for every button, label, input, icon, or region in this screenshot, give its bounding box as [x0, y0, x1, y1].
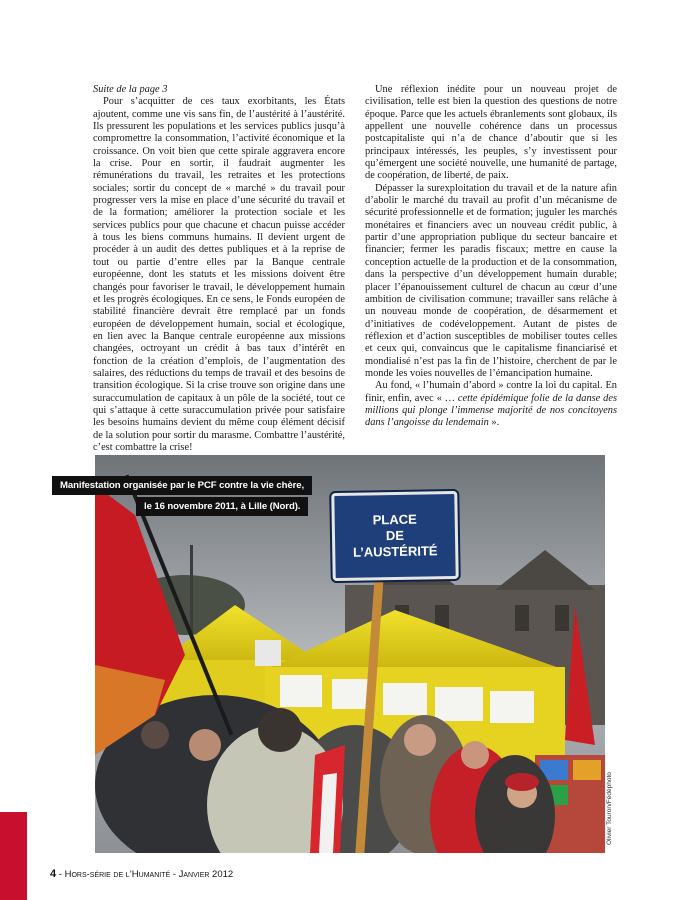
article-left-column — [93, 84, 345, 454]
page-footer — [50, 868, 233, 880]
page-number: 4 — [50, 868, 57, 880]
article-final-paragraph — [365, 380, 617, 429]
austerity-street-sign — [331, 491, 459, 581]
article-right-column — [365, 84, 617, 430]
article-paragraph: Dépasser la surexploitation du travail et de la nature afin d’abolir le marché du travail au profit d’un mécanisme de sécurité professionnelle et de formation; juguler les marchés monétaires et financiers avec un nouveau crédit public, à partir d’une appropriation publique du secteur bancaire et financier; fermer les paradis fiscaux; mettre en cause la conception actuelle de la production et de la consommation, dans la perspective d’un développement humain durable; placer l’épanouissement culturel de chacun au cœur d’une ambition de civilisation commune; travailler sans relâche à un nouveau monde de coopération, de désarmement et d’initiatives de codéveloppement. Autant de pistes de réflexion et d’action susceptibles de mobiliser toutes celles et ceux qui, convaincus que le capitalisme financiarisé et mondialisé n’est pas la fin de l’histoire, cherchent de par le monde les voies nouvelles de l’émancipation humaine. — [365, 182, 617, 379]
article-paragraph: Une réflexion inédite pour un nouveau projet de civilisation, telle est bien la question des questions de notre époque. Parce que les actuels ébranlements sont globaux, ils appellent une nouvelle cohérence dans un processus postcapitaliste qui n’a de chance d’aboutir que si les principaux intéressés, les peuples, s’y investissent pour qu’émergent une société nouvelle, une humanité de partage, de coopération, de liberté, de paix. — [365, 84, 617, 182]
continued-from-note: Suite de la page 3 — [93, 84, 168, 95]
final-paragraph-quote: cette épidémique folie de la danse des millions qui plonge l’immense majorité de nos concitoyens dans l’angoisse du lendemain — [365, 392, 618, 429]
issue-date: Janvier 2012 — [178, 869, 234, 880]
publication-name: Hors-série de l’Humanité — [64, 869, 171, 880]
final-paragraph-end: ». — [488, 417, 500, 429]
final-paragraph-start: Au fond, « l’humain d’abord » contre la loi du capital. En finir, enfin, avec « … — [365, 380, 617, 404]
photo-caption-line-1: Manifestation organisée par le PCF contre la vie chère, — [52, 476, 312, 495]
page-edge-red-tab — [0, 812, 27, 900]
footer-separator: - — [172, 869, 179, 880]
photo-caption-line-2: le 16 novembre 2011, à Lille (Nord). — [136, 497, 308, 516]
sign-text: PLACE DE L’AUSTÉRITÉ — [352, 511, 438, 560]
photo-credit: Olivier Touron/Fédéphoto — [606, 772, 613, 845]
article-paragraph: Pour s’acquitter de ces taux exorbitants, les États ajoutent, comme une vis sans fin, de l’austérité à l’austérité. Ils pressurent les populations et les services publics jusqu’à compromettre la consommation, l’activité économique et la croissance. On voit bien que cette spirale aggravera encore la crise. Pour en sortir, il faudrait augmenter les rémunérations du travail, les retraites et les protections sociales; sortir du concept de « marché » du travail pour progresser vers la mise en place d’une sécurité du travail et de la formation; améliorer la protection sociale et les services publics pour que chacune et chacun puisse accéder à tous les biens communs humains. Il devient urgent de procéder à un audit des dettes publiques et à la reprise de tout ou partie d’entre elles par la Banque centrale européenne, dont les statuts et les missions doivent être changés pour favoriser le travail, le développement humain et les progrès écologiques. En ce sens, le Fonds européen de stabilité financière devrait être remplacé par un fonds européen de développement humain, social et écologique, en lien avec la Banque centrale européenne aux missions changées, octroyant un crédit à bas taux d’intérêt en fonction de la création d’emplois, de l’augmentation des salaires, des réductions du temps de travail et des besoins de transition écologique. Si la crise trouve son origine dans une suraccumulation de capitaux à un pôle de la société, tout ce qui s’attaque à cette suraccumulation privée pour satisfaire les besoins humains devient du même coup élément décisif de la solution pour sortir du marasme. Combattre l’austérité, c’est combattre la crise! — [93, 96, 345, 453]
footer-separator: - — [58, 869, 65, 880]
